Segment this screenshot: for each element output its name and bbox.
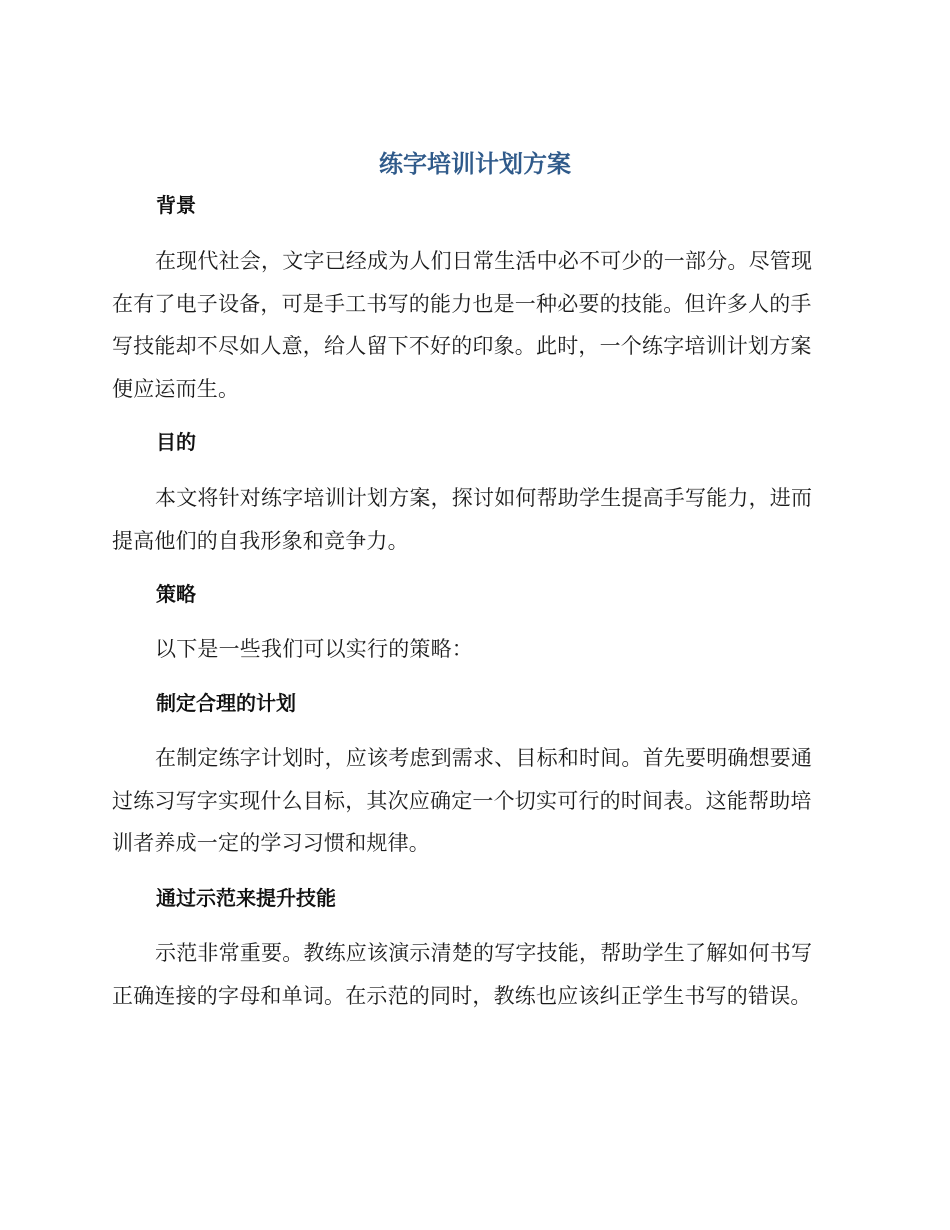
- section-paragraph-demonstration: 示范非常重要。教练应该演示清楚的写字技能，帮助学生了解如何书写正确连接的字母和单词。在示范的同时，教练也应该纠正学生书写的错误。: [112, 941, 813, 1008]
- section-paragraph-plan: 在制定练字计划时，应该考虑到需求、目标和时间。首先要明确想要通过练习写字实现什么目标，其次应确定一个切实可行的时间表。这能帮助培训者养成一定的学习习惯和规律。: [112, 746, 813, 855]
- section-paragraph-purpose: 本文将针对练字培训计划方案，探讨如何帮助学生提高手写能力，进而提高他们的自我形象和竞争力。: [112, 486, 813, 553]
- section-heading-demonstration: 通过示范来提升技能: [156, 886, 336, 910]
- section-paragraph-background: 在现代社会，文字已经成为人们日常生活中必不可少的一部分。尽管现在有了电子设备，可是手工书写的能力也是一种必要的技能。但许多人的手写技能却不尽如人意，给人留下不好的印象。此时，一个练字培训计划方案便应运而生。: [112, 249, 813, 401]
- section-heading-purpose: 目的: [156, 430, 196, 454]
- section-heading-plan: 制定合理的计划: [156, 691, 296, 715]
- document-title: 练字培训计划方案: [379, 150, 571, 178]
- section-heading-strategy: 策略: [156, 582, 196, 606]
- section-heading-background: 背景: [156, 193, 196, 217]
- section-paragraph-strategy: 以下是一些我们可以实行的策略：: [155, 637, 473, 661]
